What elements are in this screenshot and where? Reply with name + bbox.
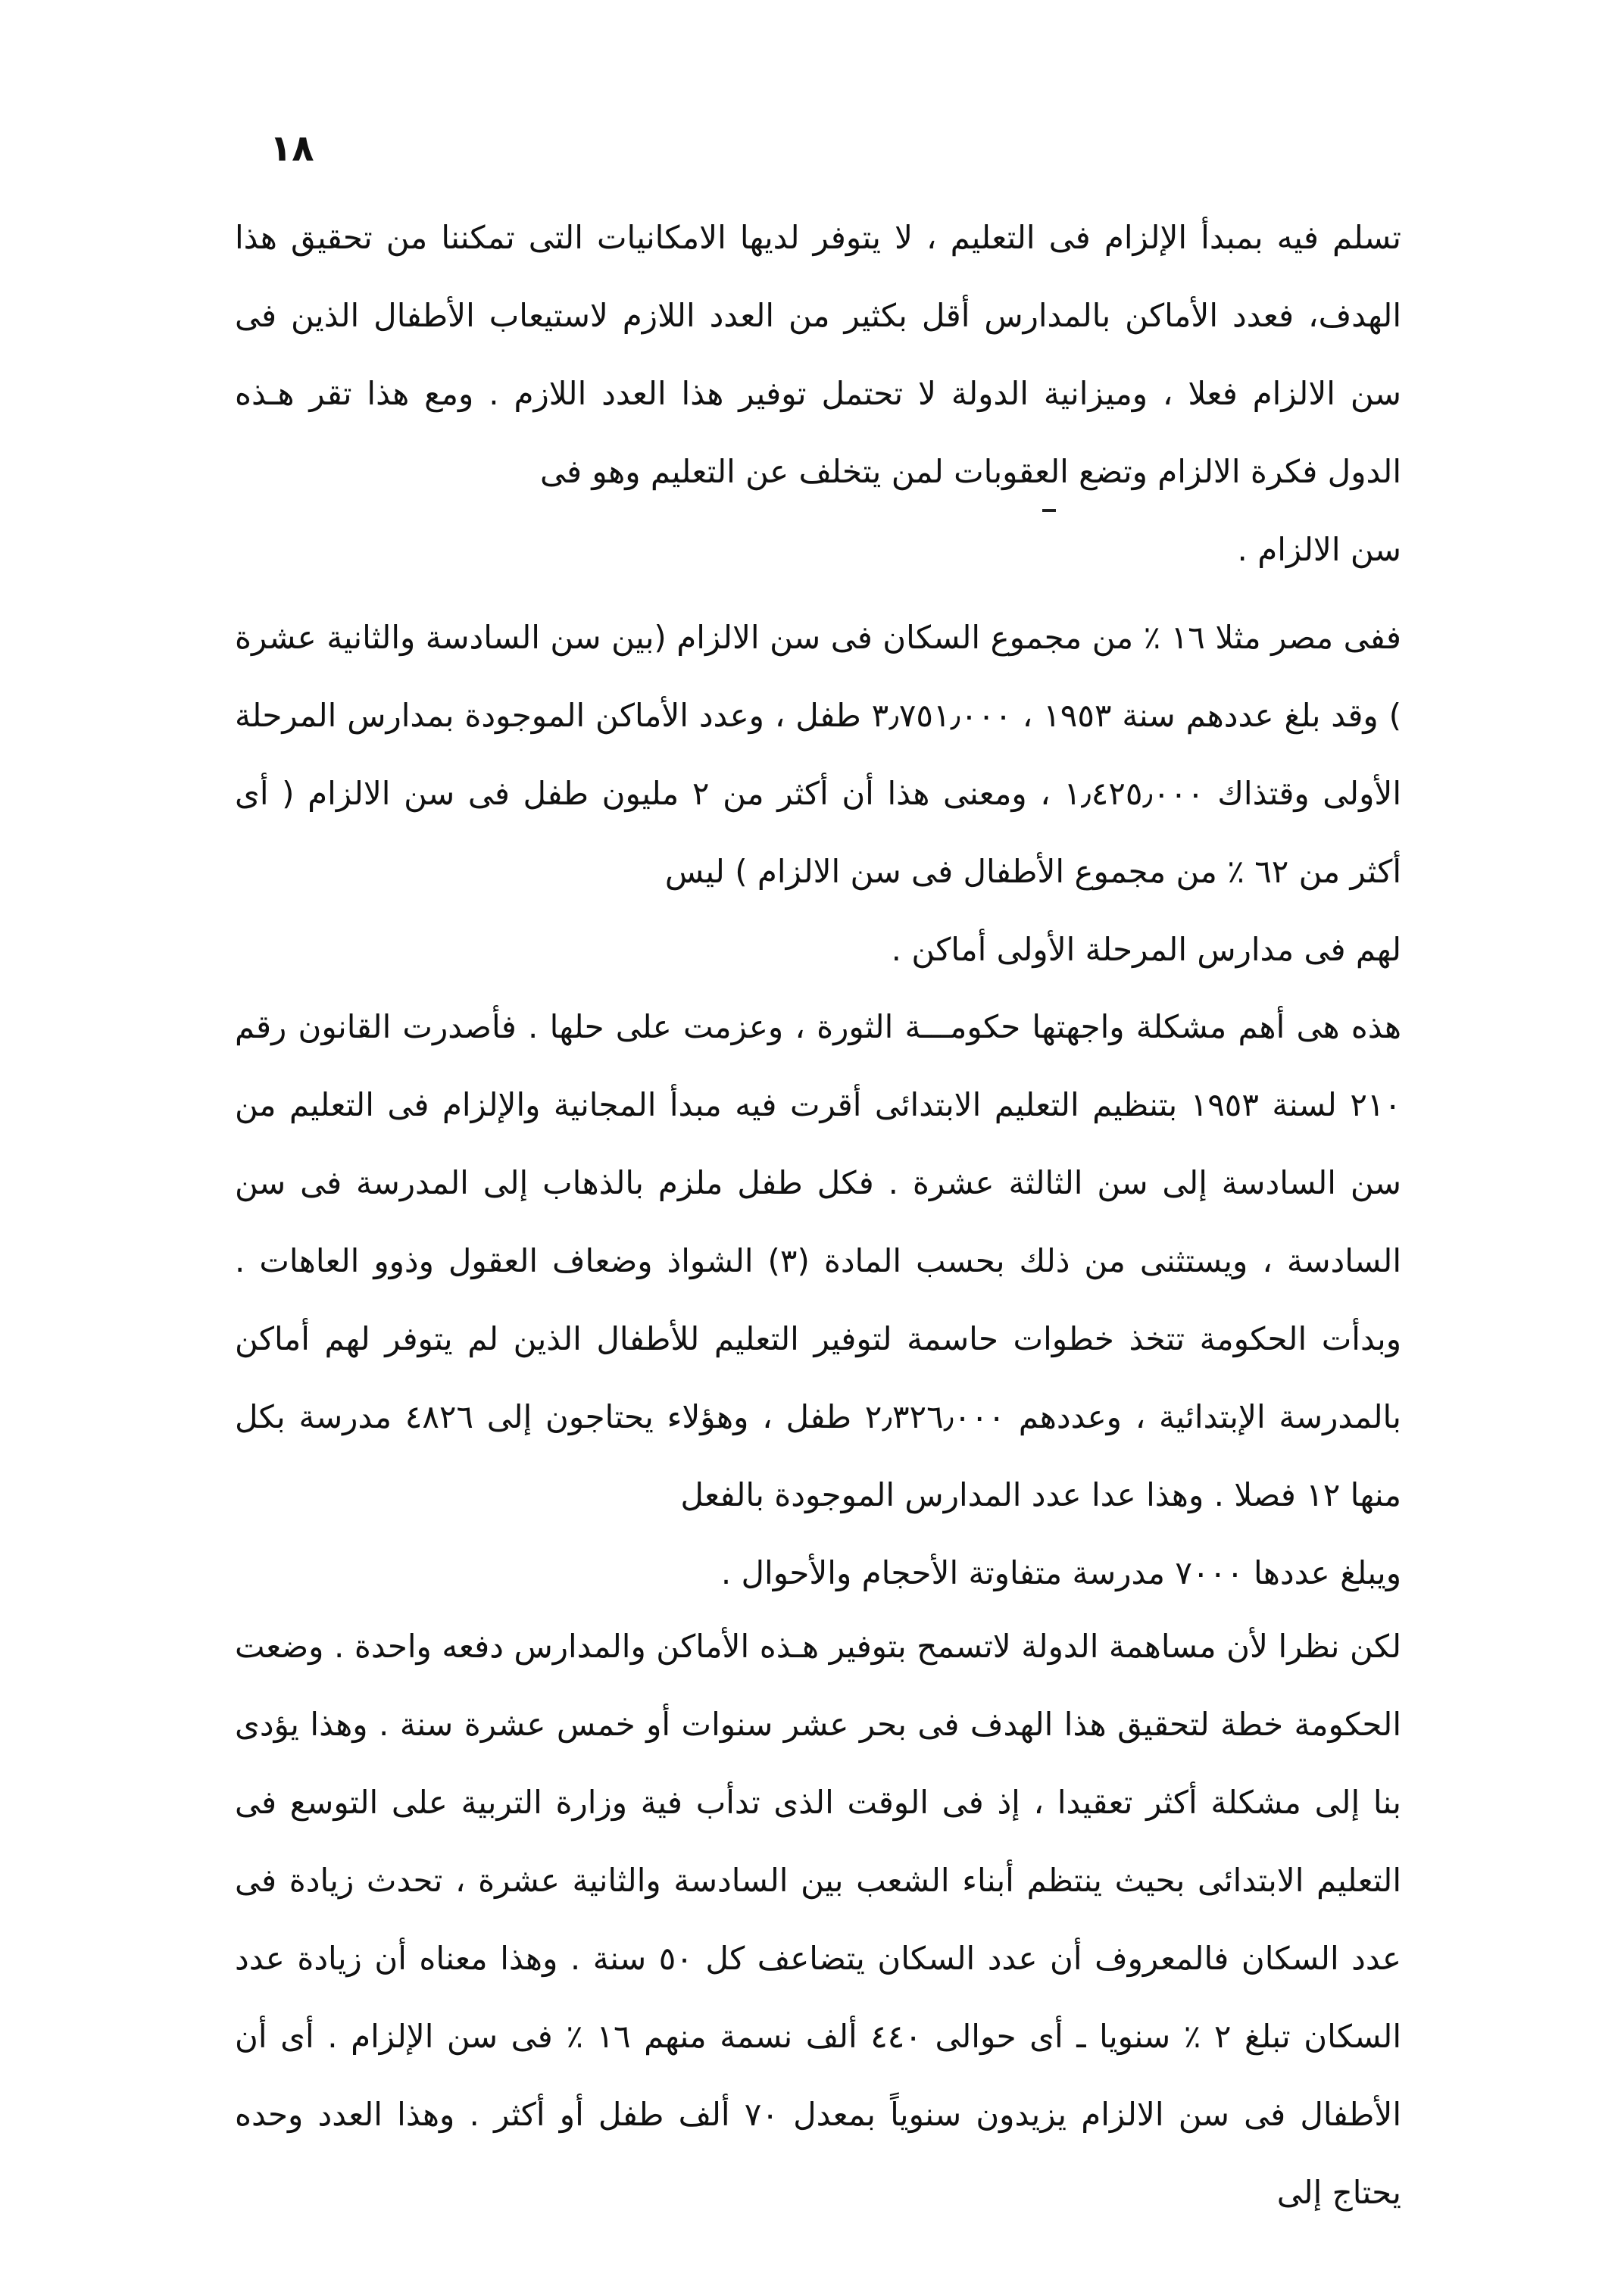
paragraph-1	[235, 198, 1401, 589]
paragraph-3	[235, 988, 1401, 1612]
paragraph-2-last-line: لهم فى مدارس المرحلة الأولى أماكن .	[891, 931, 1401, 968]
paragraph-1-body: تسلم فيه بمبدأ الإلزام فى التعليم ، لا يتوفر لديها الامكانيات التى تمكننا من تحقيق هذا الهدف، فعدد الأماكن بالمدارس أقل بكثير من العدد اللازم لاستيعاب الأطفال الذين فى سن الالزام فعلا ، وميزانية الدولة لا تحتمل توفير هذا العدد اللازم . ومع هذا تقر هـذه الدول فكرة الالزام وتضع العقوبات لمن يتخلف عن التعليم وهو فى	[235, 219, 1401, 490]
paragraph-2-body: ففى مصر مثلا ١٦ ٪ من مجموع السكان فى سن الالزام (بين سن السادسة والثانية عشرة ) وقد بلغ عددهم سنة ١٩٥٣ ، ٣٫٧٥١٫٠٠٠ طفل ، وعدد الأماكن الموجودة بمدارس المرحلة الأولى وقتذاك ١٫٤٢٥٫٠٠٠ ، ومعنى هذا أن أكثر من ٢ مليون طفل فى سن الالزام ( أى أكثر من ٦٢ ٪ من مجموع الأطفال فى سن الالزام ) ليس	[235, 619, 1402, 890]
ink-mark	[1042, 509, 1056, 512]
page-number: ١٨	[270, 127, 314, 170]
paragraph-4	[235, 1607, 1401, 2231]
paragraph-3-last-line: ويبلغ عددها ٧٠٠٠ مدرسة متفاوتة الأحجام والأحوال .	[720, 1554, 1401, 1591]
paragraph-1-last-line: سن الالزام .	[1237, 531, 1401, 568]
paragraph-3-body: هذه هى أهم مشكلة واجهتها حكومـــة الثورة ، وعزمت على حلها . فأصدرت القانون رقم ٢١٠ لسنة ١٩٥٣ بتنظيم التعليم الابتدائى أقرت فيه مبدأ المجانية والإلزام فى التعليم من سن السادسة إلى سن الثالثة عشرة . فكل طفل ملزم بالذهاب إلى المدرسة فى سن السادسة ، ويستثنى من ذلك بحسب المادة (٣) الشواذ وضعاف العقول وذوو العاهات . وبدأت الحكومة تتخذ خطوات حاسمة لتوفير التعليم للأطفال الذين لم يتوفر لهم أماكن بالمدرسة الإبتدائية ، وعددهم ٢٫٣٢٦٫٠٠٠ طفل ، وهؤلاء يحتاجون إلى ٤٨٢٦ مدرسة بكل منها ١٢ فصلا . وهذا عدا عدد المدارس الموجودة بالفعل	[235, 1008, 1401, 1513]
paragraph-4-body: لكن نظرا لأن مساهمة الدولة لاتسمح بتوفير هـذه الأماكن والمدارس دفعه واحدة . وضعت الحكومة خطة لتحقيق هذا الهدف فى بحر عشر سنوات أو خمس عشرة سنة . وهذا يؤدى بنا إلى مشكلة أكثر تعقيدا ، إذ فى الوقت الذى تدأب فية وزارة التربية على التوسع فى التعليم الابتدائى بحيث ينتظم أبناء الشعب بين السادسة والثانية عشرة ، تحدث زيادة فى عدد السكان فالمعروف أن عدد السكان يتضاعف كل ٥٠ سنة . وهذا معناه أن زيادة عدد السكان تبلغ ٢ ٪ سنويا ـ أى حوالى ٤٤٠ ألف نسمة منهم ١٦ ٪ فى سن الإلزام . أى أن الأطفال فى سن الالزام يزيدون سنوياً بمعدل ٧٠ ألف طفل أو أكثر . وهذا العدد وحده يحتاج إلى	[235, 1628, 1401, 2211]
paragraph-2	[235, 598, 1401, 988]
